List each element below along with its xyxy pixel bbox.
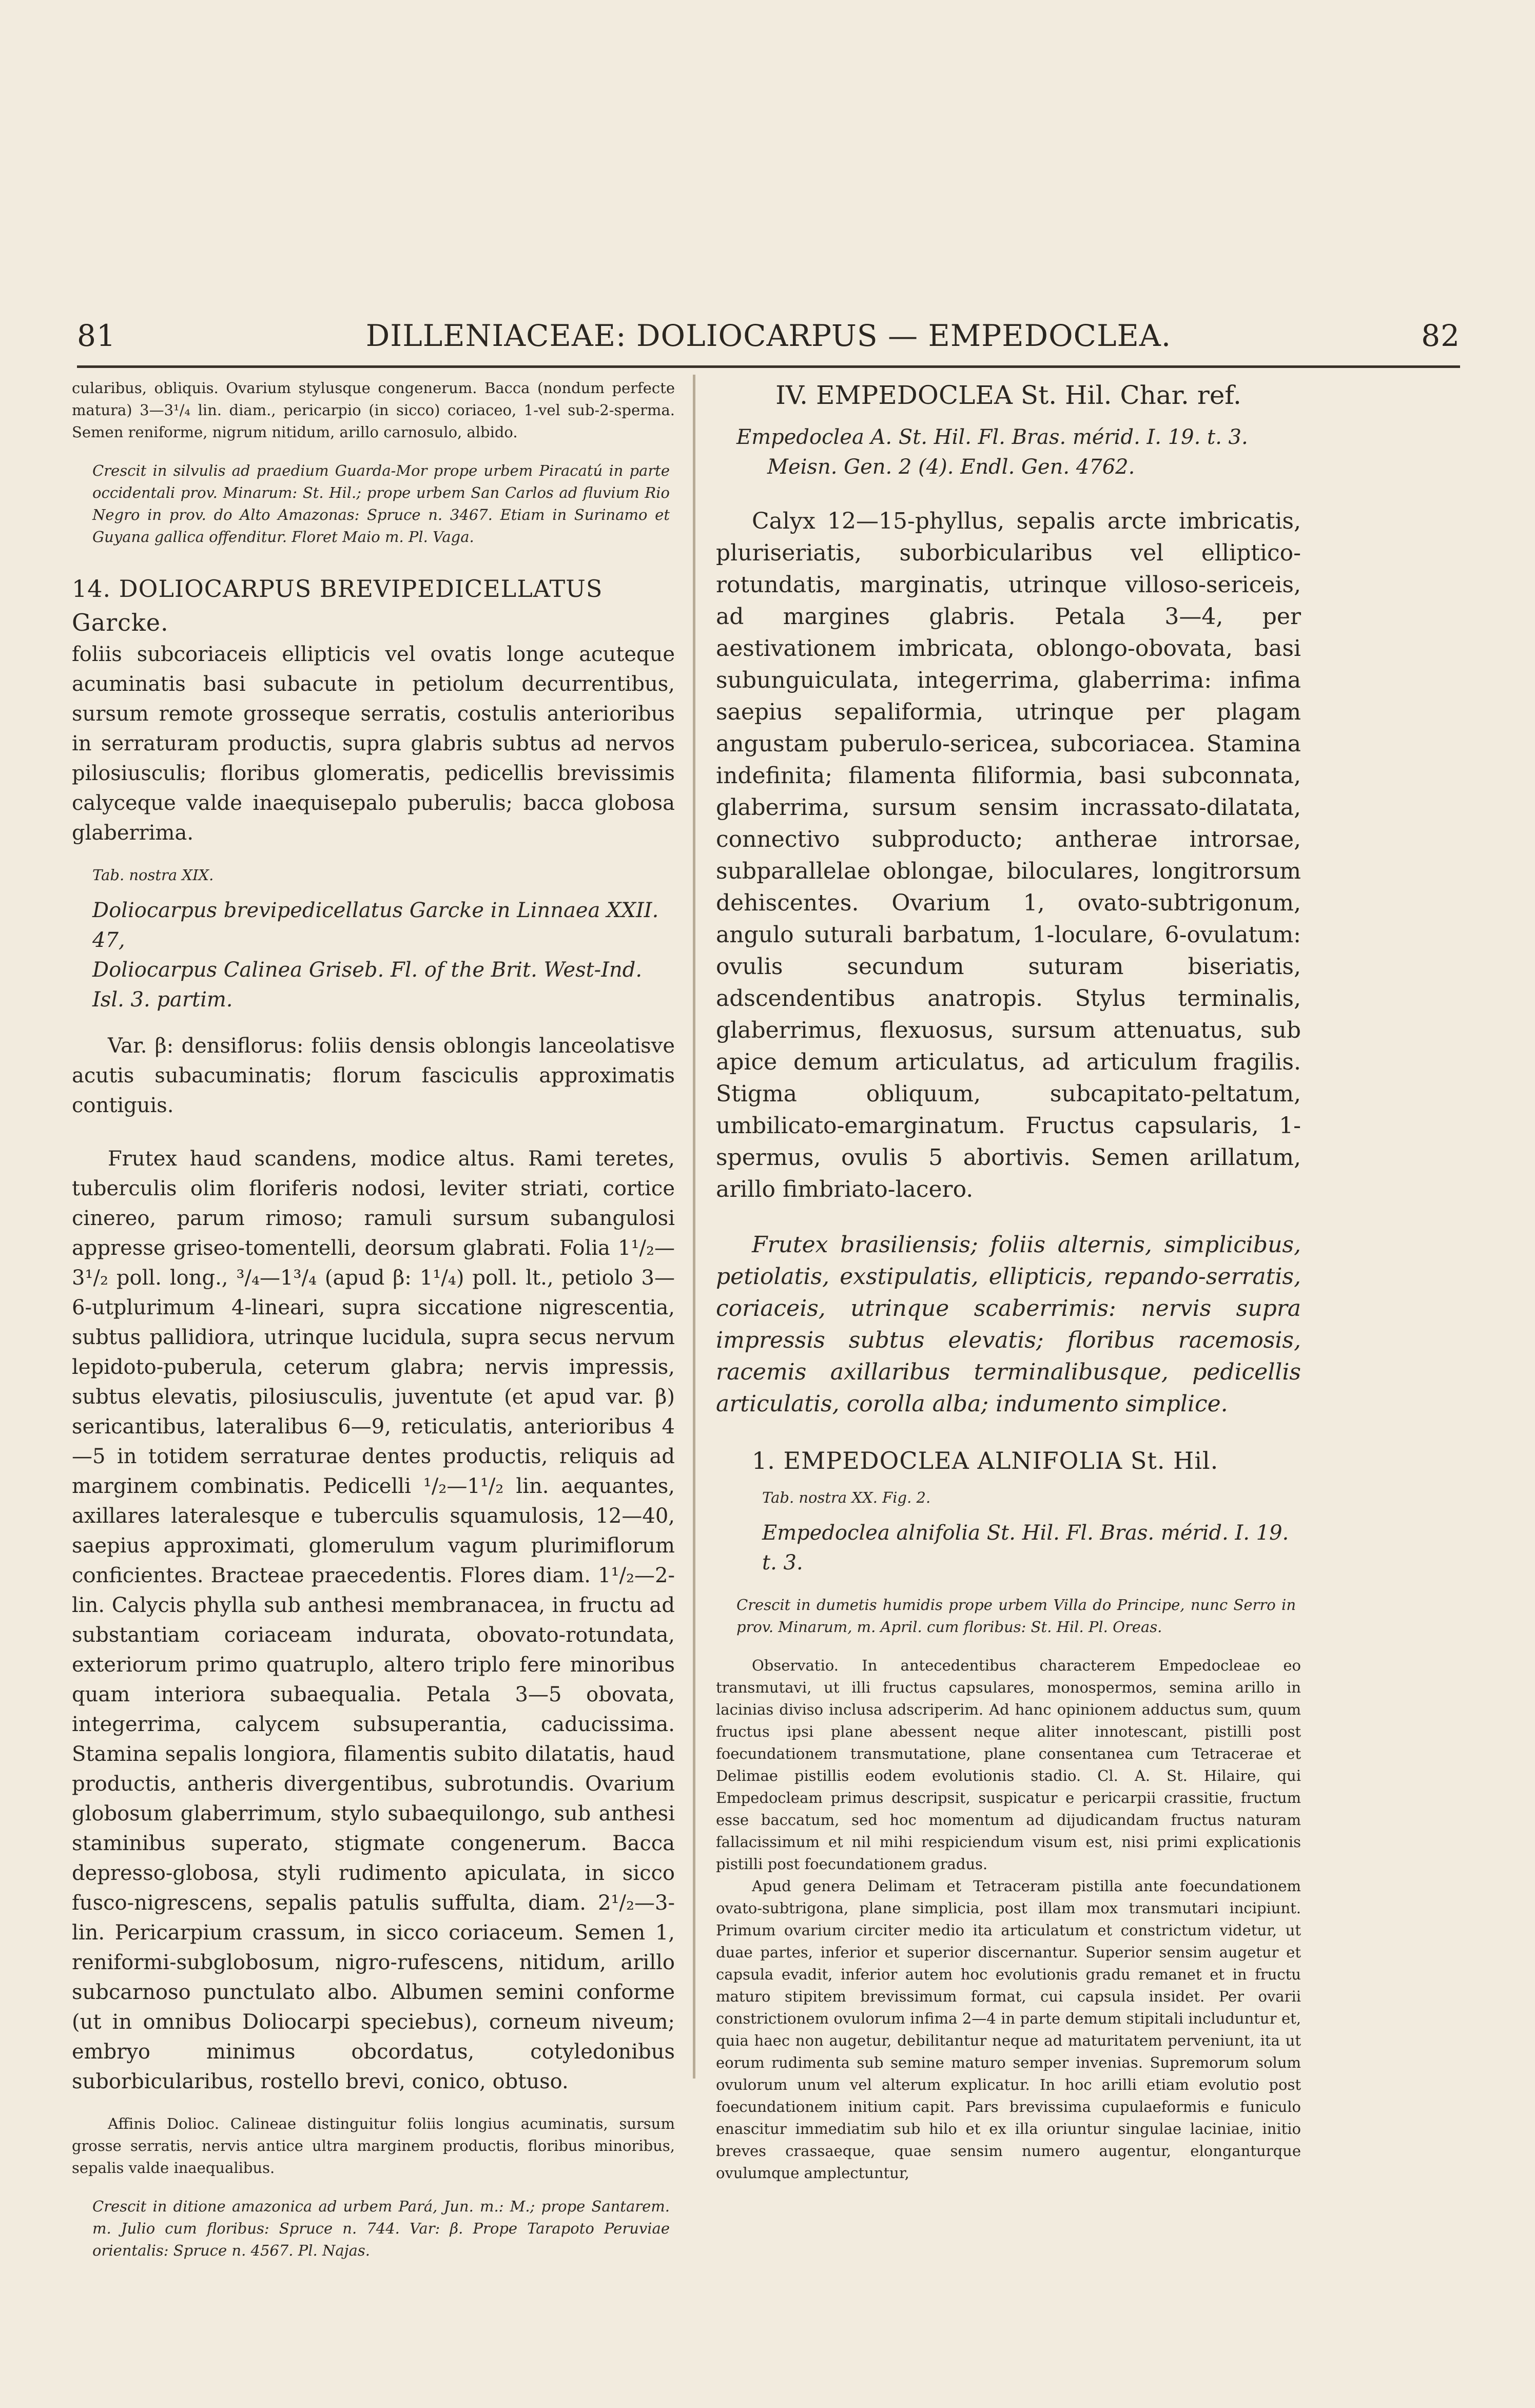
species-title: 14. DOLIOCARPUS BREVIPEDICELLATUS Garcke. <box>72 575 603 636</box>
synonym-2: Doliocarpus Calinea Griseb. Fl. of the Brit. West-Ind. Isl. 3. partim. <box>92 958 643 1012</box>
plate-reference-empedoclea: Tab. nostra XX. Fig. 2. <box>762 1489 931 1506</box>
genus-habit: Frutex brasiliensis; foliis alternis, simplicibus, petiolatis, exstipulatis, ellipticis, repando-serratis, coriaceis, utrinque scaberrimis: nervis supra impressis subtus elevatis; floribus racemosis, racemis axillaribus terminalibusque, pedicellis articulatis, corolla alba; indumento simplice. <box>716 1232 1301 1417</box>
observation-paragraph-1: Observatio. In antecedentibus characterem Empedocleae eo transmutavi, ut illi fructus capsulares, monospermos, semina arillo in lacinias diviso inclusa adscriperim. Ad hanc opinionem adductus sum, quum fructus ipsi plane abessent neque aliter innotescant, pistilli post foecundationem transmutatione, plane consentanea cum Tetracerae et Delimae pistillis eodem evolutionis stadio. Cl. A. St. Hilaire, qui Empedocleam primus descripsit, suspicatur e pericarpii crassitie, fructum esse baccatum, sed hoc momentum ad dijudicandam fructus naturam fallacissimum et nil mihi respiciendum visum est, nisi primi explicationis pistilli post foecundationem gradus. <box>716 1657 1301 1873</box>
left-column <box>72 377 675 2262</box>
genus-references: Empedoclea A. St. Hil. Fl. Bras. mérid. I. 19. t. 3. Meisn. Gen. 2 (4). Endl. Gen. 4762. <box>736 425 1248 479</box>
continued-description: cularibus, obliquis. Ovarium stylusque congenerum. Bacca (nondum perfecte matura) 3—3¹/₄ lin. diam., pericarpio (in sicco) coriaceo, 1-vel sub-2-sperma. Semen reniforme, nigrum nitidum, arillo carnosulo, albido. <box>72 379 675 441</box>
affinity-note: Affinis Dolioc. Calineae distinguitur foliis longius acuminatis, sursum grosse serratis, nervis antice ultra marginem productis, floribus minoribus, sepalis valde inaequalibus. <box>72 2115 675 2177</box>
page-number-left: 81 <box>77 318 116 353</box>
species-diagnosis: foliis subcoriaceis ellipticis vel ovatis longe acuteque acuminatis basi subacute in petiolum decurrentibus, sursum remote grosseque serratis, costulis anterioribus in serraturam productis, supra glabris subtus ad nervos pilosiusculis; floribus glomeratis, pedicellis brevissimis calyceque valde inaequisepalo puberulis; bacca globosa glaberrima. <box>72 643 675 845</box>
synonym-1: Doliocarpus brevipedicellatus Garcke in Linnaea XXII. 47, <box>92 899 659 952</box>
synonym-empedoclea: Empedoclea alnifolia St. Hil. Fl. Bras. mérid. I. 19. t. 3. <box>762 1521 1289 1575</box>
habitat-note-2: Crescit in ditione amazonica ad urbem Pará, Jun. m.: M.; prope Santarem. m. Julio cum floribus: Spruce n. 744. Var: β. Prope Tarapoto Peruviae orientalis: Spruce n. 4567. Pl. Najas. <box>92 2198 670 2259</box>
variety-description: Var. β: densiflorus: foliis densis oblongis lanceolatisve acutis subacuminatis; florum fasciculis approximatis contiguis. <box>72 1034 675 1117</box>
genus-title: IV. EMPEDOCLEA St. Hil. Char. ref. <box>775 380 1241 410</box>
column-divider <box>693 375 695 2079</box>
plate-reference: Tab. nostra XIX. <box>92 866 214 884</box>
right-column <box>716 377 1301 2184</box>
observation-paragraph-2: Apud genera Delimam et Tetraceram pistilla ante foecundationem ovato-subtrigona, plane simplicia, post illam mox transmutari incipiunt. Primum ovarium circiter medio ita articulatum et constrictum videtur, ut duae partes, inferior et superior discernantur. Superior sensim augetur et capsula evadit, inferior autem hoc evolutionis gradu remanet et in fructu maturo stipitem brevissimum format, cui capsula insidet. Per ovarii constrictionem ovulorum infima 2—4 in parte demum stipitali includuntur et, quia haec non augetur, debilitantur neque ad maturitatem perveniunt, ita ut eorum rudimenta sub semine maturo semper invenias. Supremorum solum ovulorum unum vel alterum explicatur. In hoc arilli etiam evolutio post foecundationem initium capit. Pars brevissima cupulaeformis e funiculo enascitur immediatim sub hilo et ex illa oriuntur singulae laciniae, initio breves crassaeque, quae sensim numero augentur, elonganturque ovulumque amplectuntur, <box>716 1877 1301 2182</box>
running-title: DILLENIACEAE: DOLIOCARPUS — EMPEDOCLEA. <box>365 318 1172 353</box>
species-title-empedoclea: 1. EMPEDOCLEA ALNIFOLIA St. Hil. <box>752 1447 1219 1474</box>
page-number-right: 82 <box>1421 318 1460 353</box>
habitat-note-empedoclea: Crescit in dumetis humidis prope urbem Villa do Principe, nunc Serro in prov. Minarum, m. April. cum floribus: St. Hil. Pl. Oreas. <box>736 1596 1296 1636</box>
header-rule <box>77 365 1460 368</box>
habitat-note-1: Crescit in silvulis ad praedium Guarda-Mor prope urbem Piracatú in parte occidentali prov. Minarum: St. Hil.; prope urbem San Carlos ad fluvium Rio Negro in prov. do Alto Amazonas: Spruce n. 3467. Etiam in Surinamo et Guyana gallica offenditur. Floret Maio m. Pl. Vaga. <box>92 462 670 546</box>
morphological-description: Frutex haud scandens, modice altus. Rami teretes, tuberculis olim floriferis nodosi, leviter striati, cortice cinereo, parum rimoso; ramuli sursum subangulosi appresse griseo-tomentelli, deorsum glabrati. Folia 1¹/₂—3¹/₂ poll. long., ³/₄—1³/₄ (apud β: 1¹/₄) poll. lt., petiolo 3—6-utplurimum 4-lineari, supra siccatione nigrescentia, subtus pallidiora, utrinque lucidula, supra secus nervum lepidoto-puberula, ceterum glabra; nervis impressis, subtus elevatis, pilosiusculis, juventute (et apud var. β) sericantibus, lateralibus 6—9, reticulatis, anterioribus 4—5 in totidem serraturae dentes productis, reliquis ad marginem combinatis. Pedicelli ¹/₂—1¹/₂ lin. aequantes, axillares lateralesque e tuberculis squamulosis, 12—40, saepius approximati, glomerulum vagum plurimiflorum conficientes. Bracteae praecedentis. Flores diam. 1¹/₂—2-lin. Calycis phylla sub anthesi membranacea, in fructu ad substantiam coriaceam indurata, obovato-rotundata, exteriorum primo quatruplo, altero triplo fere minoribus quam interiora subaequalia. Petala 3—5 obovata, integerrima, calycem subsuperantia, caducissima. Stamina sepalis longiora, filamentis subito dilatatis, haud productis, antheris divergentibus, subrotundis. Ovarium globosum glaberrimum, stylo subaequilongo, sub anthesi staminibus superato, stigmate congenerum. Bacca depresso-globosa, styli rudimento apiculata, in sicco fusco-nigrescens, sepalis patulis suffulta, diam. 2¹/₂—3-lin. Pericarpium crassum, in sicco coriaceum. Semen 1, reniformi-subglobosum, nigro-rufescens, nitidum, arillo subcarnoso punctulato albo. Albumen semini conforme (ut in omnibus Doliocarpi speciebus), corneum niveum; embryo minimus obcordatus, cotyledonibus suborbicularibus, rostello brevi, conico, obtuso. <box>72 1147 675 2093</box>
running-header <box>77 318 1460 364</box>
genus-description: Calyx 12—15-phyllus, sepalis arcte imbricatis, pluriseriatis, suborbicularibus vel elliptico-rotundatis, marginatis, utrinque villoso-sericeis, ad margines glabris. Petala 3—4, per aestivationem imbricata, oblongo-obovata, basi subunguiculata, integerrima, glaberrima: infima saepius sepaliformia, utrinque per plagam angustam puberulo-sericea, subcoriacea. Stamina indefinita; filamenta filiformia, basi subconnata, glaberrima, sursum sensim incrassato-dilatata, connectivo subproducto; antherae introrsae, subparallelae oblongae, biloculares, longitrorsum dehiscentes. Ovarium 1, ovato-subtrigonum, angulo suturali barbatum, 1-loculare, 6-ovulatum: ovulis secundum suturam biseriatis, adscendentibus anatropis. Stylus terminalis, glaberrimus, flexuosus, sursum attenuatus, sub apice demum articulatus, ad articulum fragilis. Stigma obliquum, subcapitato-peltatum, umbilicato-emarginatum. Fructus capsularis, 1-spermus, ovulis 5 abortivis. Semen arillatum, arillo fimbriato-lacero. <box>716 508 1301 1202</box>
